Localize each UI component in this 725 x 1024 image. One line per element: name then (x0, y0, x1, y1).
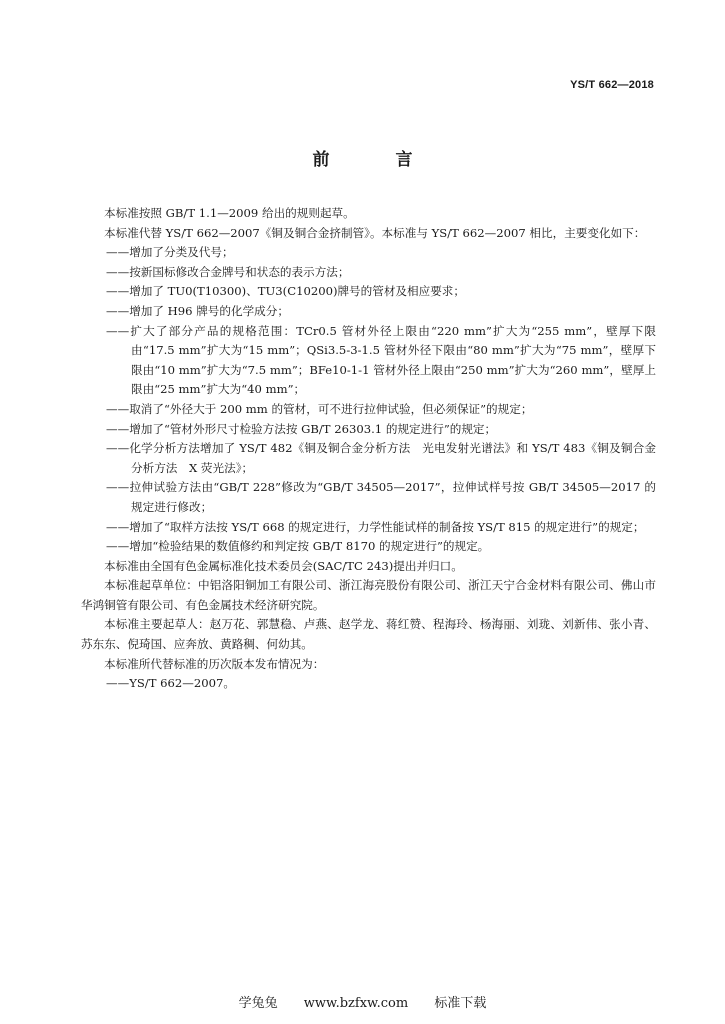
change-item: ——增加了“取样方法按 YS/T 668 的规定进行，力学性能试样的制备按 YS/T 815 的规定进行”的规定； (106, 519, 645, 534)
history-intro-paragraph: 本标准所代替标准的历次版本发布情况为： (104, 656, 325, 671)
change-item: ——增加“检验结果的数值修约和判定按 GB/T 8170 的规定进行”的规定。 (106, 539, 490, 554)
intro-paragraph: 本标准代替 YS/T 662—2007《铜及铜合金挤制管》。本标准与 YS/T 662—2007 相比，主要变化如下： (104, 225, 646, 240)
page-title: 前 言 (312, 150, 443, 170)
change-item: ——化学分析方法增加了 YS/T 482《铜及铜合金分析方法 光电发射光谱法》和 YS/T 483《铜及铜合金分析方法 X 荧光法》； (106, 441, 656, 475)
footer-site-name: 学兔兔 (238, 996, 278, 1011)
change-item: ——拉伸试验方法由“GB/T 228”修改为“GB/T 34505—2017”，拉伸试样号按 GB/T 34505—2017 的规定进行修改； (106, 480, 656, 514)
change-item: ——取消了“外径大于 200 mm 的管材，可不进行拉伸试验，但必须保证”的规定； (106, 401, 533, 416)
history-item: ——YS/T 662—2007。 (106, 676, 235, 691)
footer-slogan: 标准下载 (434, 996, 487, 1011)
drafting-units-paragraph: 本标准起草单位：中铝洛阳铜加工有限公司、浙江海亮股份有限公司、浙江天宁合金材料有限公司、佛山市华鸿铜管有限公司、有色金属技术经济研究院。 (81, 578, 656, 612)
drafters-paragraph: 本标准主要起草人：赵万花、郭慧稳、卢燕、赵学龙、蒋红赞、程海玲、杨海丽、刘珑、刘新伟、张小青、苏东东、倪琦国、应奔放、黄路稠、何幼其。 (81, 617, 656, 652)
intro-paragraph: 本标准按照 GB/T 1.1—2009 给出的规则起草。 (104, 206, 355, 220)
change-item: ——增加了 TU0(T10300)、TU3(C10200)牌号的管材及相应要求； (106, 284, 465, 299)
change-item: ——增加了“管材外形尺寸检验方法按 GB/T 26303.1 的规定进行”的规定； (106, 421, 497, 436)
change-item: ——增加了 H96 牌号的化学成分； (106, 303, 289, 318)
footer-watermark (0, 992, 725, 1011)
footer-url[interactable]: www.bzfxw.com (303, 996, 409, 1011)
body-text (81, 204, 656, 694)
standard-number: YS/T 662—2018 (570, 79, 654, 91)
proposer-paragraph: 本标准由全国有色金属标准化技术委员会(SAC/TC 243)提出并归口。 (104, 558, 463, 573)
change-item: ——按新国标修改合金牌号和状态的表示方法； (106, 264, 350, 279)
change-item: ——增加了分类及代号； (106, 245, 234, 260)
change-item: ——扩大了部分产品的规格范围：TCr0.5 管材外径上限由“220 mm”扩大为“255 mm”，壁厚下限由“17.5 mm”扩大为“15 mm”；QSi3.5-3-1.5 管材外径下限由“80 mm”扩大为“75 mm”，壁厚下限由“10 mm”扩大为“7.5 mm”；BFe10-1-1 管材外径上限由“250 mm”扩大为“260 mm”，壁厚上限由“25 mm”扩大为“40 mm”； (106, 323, 656, 397)
